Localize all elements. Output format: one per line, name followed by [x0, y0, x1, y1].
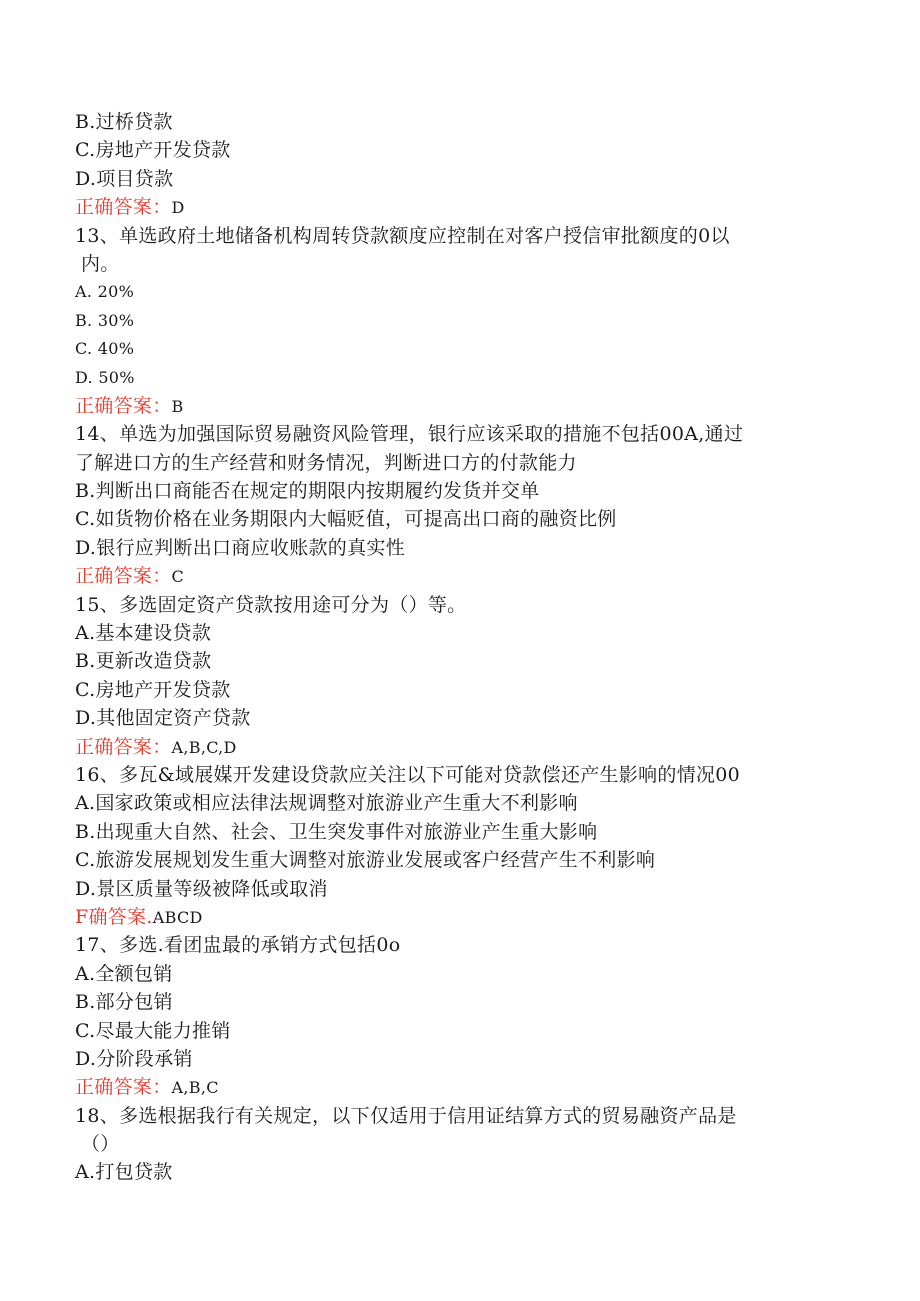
answer-value: C: [171, 567, 185, 587]
answer-line: [75, 562, 835, 590]
answer-line: [75, 1073, 835, 1101]
option-a: A.全额包销: [75, 962, 173, 985]
option-a: A.打包贷款: [75, 1161, 173, 1184]
option-b: B.判断出口商能否在规定的期限内按期履约发货并交单: [75, 480, 540, 503]
option-b: B.过桥贷款: [75, 111, 173, 133]
question-stem-continued: 了解进口方的生产经营和财务情况，判断进口方的付款能力: [75, 451, 577, 474]
option-c: C.旅游发展规划发生重大调整对旅游业发展或客户经营产生不利影响: [75, 849, 656, 872]
option-b: B.部分包销: [75, 991, 173, 1014]
option-c: C.尽最大能力推销: [75, 1019, 231, 1042]
option-a: A.基本建设贷款: [75, 622, 212, 645]
answer-label: F确答案.: [75, 905, 153, 928]
option-c: C. 40%: [75, 339, 135, 359]
option-d: D.其他固定资产贷款: [75, 707, 251, 730]
answer-value: B: [171, 396, 184, 416]
answer-value: ABCD: [152, 907, 203, 927]
question-stem: 14、单选为加强国际贸易融资风险管理，银行应该采取的措施不包括00A,通过: [75, 423, 744, 446]
answer-label: 正确答案：: [75, 735, 172, 758]
option-c: C.房地产开发贷款: [75, 139, 231, 162]
question-stem: 13、单选政府土地储备机构周转贷款额度应控制在对客户授信审批额度的0以: [75, 224, 730, 247]
answer-line: [75, 193, 835, 221]
question-stem: 16、多瓦&域展媒开发建设贷款应关注以下可能对贷款偿还产生影响的情况00: [75, 763, 741, 786]
answer-line: [75, 903, 835, 931]
option-d: D. 50%: [75, 367, 135, 387]
option-a: A.国家政策或相应法律法规调整对旅游业产生重大不利影响: [75, 792, 578, 815]
question-stem: 15、多选固定资产贷款按用途可分为（）等。: [75, 593, 467, 616]
answer-value: A,B,C,D: [171, 737, 237, 757]
question-stem-continued: 内。: [81, 252, 120, 275]
question-stem-continued: （）: [81, 1133, 120, 1156]
option-d: D.景区质量等级被降低或取消: [75, 877, 328, 900]
answer-label: 正确答案：: [75, 196, 172, 219]
option-b: B.更新改造贷款: [75, 650, 212, 673]
option-d: D.项目贷款: [75, 167, 174, 190]
answer-label: 正确答案：: [75, 565, 172, 588]
document-page: [75, 108, 835, 1187]
option-b: B. 30%: [75, 310, 135, 330]
answer-label: 正确答案：: [75, 1076, 172, 1099]
option-d: D.分阶段承销: [75, 1047, 193, 1070]
option-b: B.出现重大自然、社会、卫生突发事件对旅游业产生重大影响: [75, 820, 598, 843]
question-stem: 17、多选.看团盅最的承销方式包括0o: [75, 934, 401, 957]
option-d: D.银行应判断出口商应收账款的真实性: [75, 536, 405, 559]
answer-value: D: [171, 198, 185, 218]
answer-line: [75, 733, 835, 761]
option-a: A. 20%: [75, 282, 135, 302]
question-stem: 18、多选根据我行有关规定，以下仅适用于信用证结算方式的贸易融资产品是: [75, 1104, 737, 1127]
answer-label: 正确答案：: [75, 394, 172, 417]
option-c: C.房地产开发贷款: [75, 678, 231, 701]
option-c: C.如货物价格在业务期限内大幅贬值，可提高出口商的融资比例: [75, 508, 617, 531]
answer-value: A,B,C: [171, 1078, 219, 1098]
answer-line: [75, 392, 835, 420]
